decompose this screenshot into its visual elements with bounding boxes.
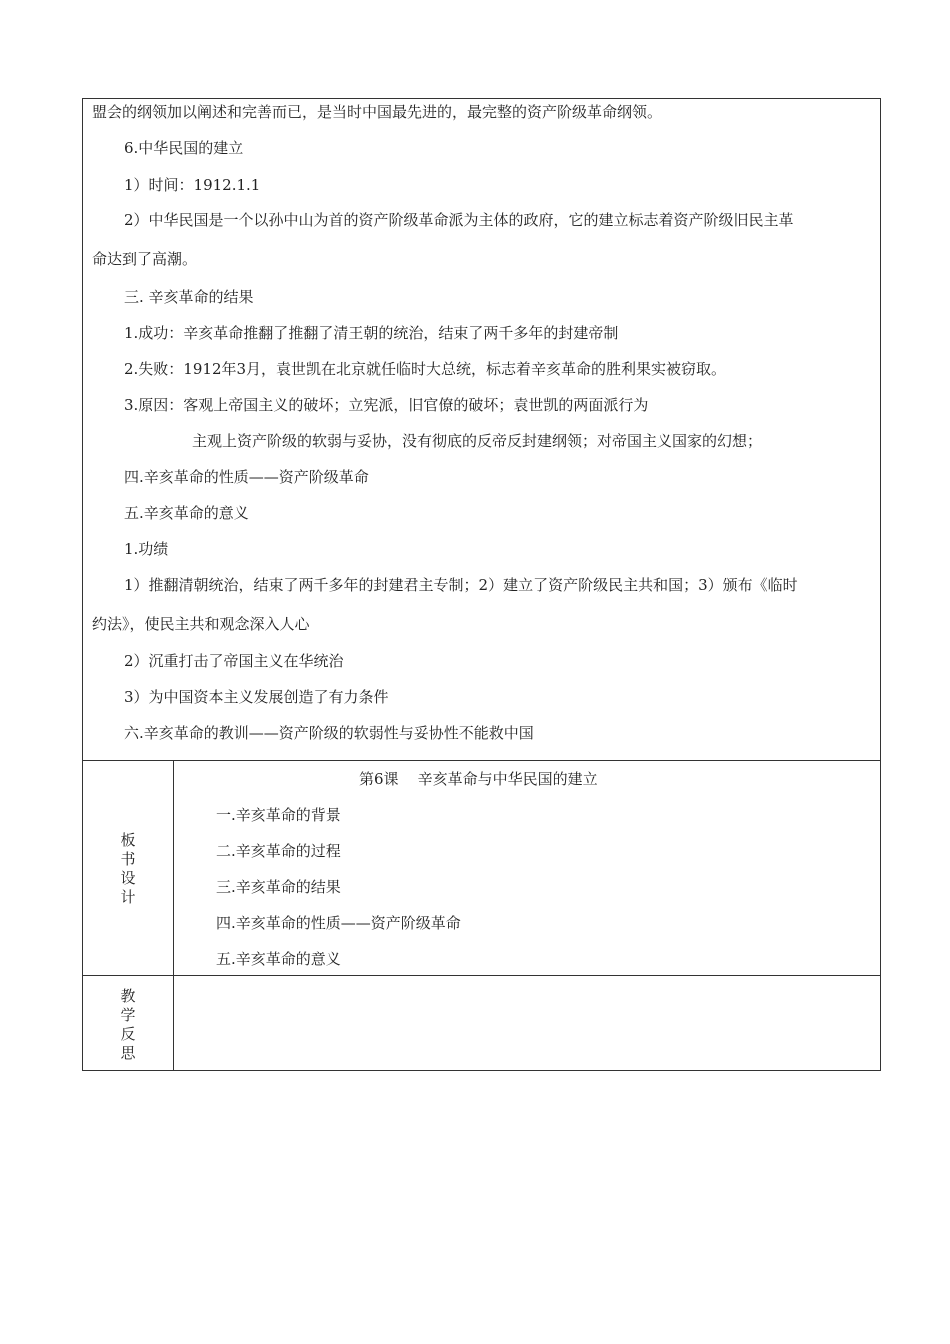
content-heading: 6.中华民国的建立	[124, 139, 244, 157]
content-line: 2）沉重打击了帝国主义在华统治	[124, 652, 344, 670]
content-line: 盟会的纲领加以阐述和完善而已，是当时中国最先进的，最完整的资产阶级革命纲领。	[92, 103, 663, 121]
content-heading: 六.辛亥革命的教训——资产阶级的软弱性与妥协性不能救中国	[124, 724, 534, 742]
content-line: 3）为中国资本主义发展创造了有力条件	[124, 688, 389, 706]
board-design-row	[83, 760, 880, 976]
content-line: 2.失败：1912年3月，袁世凯在北京就任临时大总统，标志着辛亥革命的胜利果实被窃取。	[124, 360, 727, 378]
content-line: 1）时间：1912.1.1	[124, 176, 261, 194]
content-line: 2）中华民国是一个以孙中山为首的资产阶级革命派为主体的政府，它的建立标志着资产阶级旧民主革	[124, 211, 794, 229]
content-line: 3.原因：客观上帝国主义的破坏；立宪派，旧官僚的破坏；袁世凯的两面派行为	[124, 396, 649, 414]
board-label-cell	[83, 760, 174, 975]
board-item: 五.辛亥革命的意义	[216, 950, 341, 968]
content-section	[83, 99, 880, 761]
content-line: 主观上资产阶级的软弱与妥协，没有彻底的反帝反封建纲领；对帝国主义国家的幻想；	[192, 432, 763, 450]
content-line: 约法》，使民主共和观念深入人心	[92, 615, 310, 633]
board-design-label: 板 书 设 计	[120, 831, 136, 906]
lesson-plan-table	[82, 98, 881, 1071]
reflection-label-cell	[83, 975, 174, 1070]
board-title: 第6课 辛亥革命与中华民国的建立	[359, 770, 598, 788]
board-item: 二.辛亥革命的过程	[216, 842, 341, 860]
content-line: 命达到了高潮。	[92, 250, 198, 268]
content-heading: 四.辛亥革命的性质——资产阶级革命	[124, 468, 369, 486]
content-line: 1.成功：辛亥革命推翻了推翻了清王朝的统治，结束了两千多年的封建帝制	[124, 324, 619, 342]
board-item: 四.辛亥革命的性质——资产阶级革命	[216, 914, 461, 932]
reflection-label: 教 学 反 思	[120, 987, 136, 1062]
content-heading: 三. 辛亥革命的结果	[124, 288, 254, 306]
board-item: 三.辛亥革命的结果	[216, 878, 341, 896]
board-item: 一.辛亥革命的背景	[216, 806, 341, 824]
content-heading: 五.辛亥革命的意义	[124, 504, 249, 522]
content-line: 1）推翻清朝统治，结束了两千多年的封建君主专制；2）建立了资产阶级民主共和国；3）颁布《临时	[124, 576, 798, 594]
reflection-row	[83, 975, 880, 1070]
content-line: 1.功绩	[124, 540, 169, 558]
